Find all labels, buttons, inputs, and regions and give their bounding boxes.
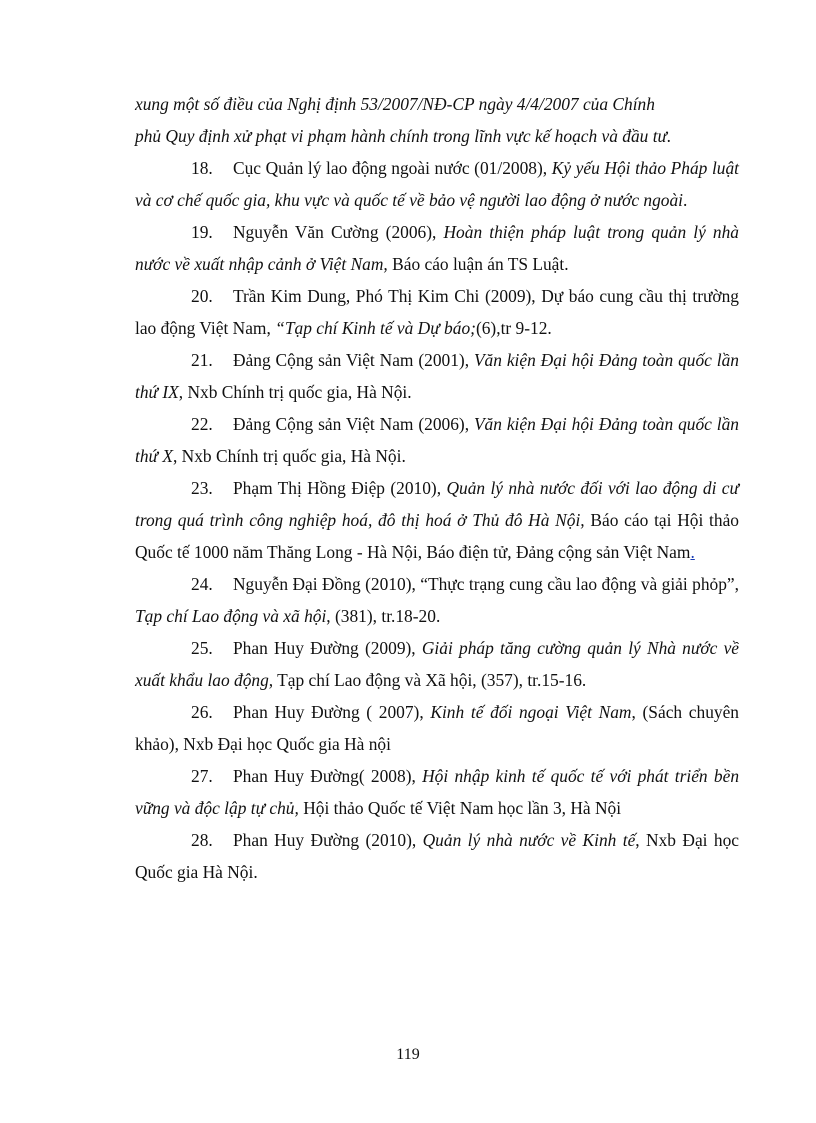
reference-number: 28.	[191, 830, 213, 850]
reference-number: 20.	[191, 286, 213, 306]
reference-text: Phạm Thị Hồng Điệp (2010),	[233, 478, 447, 498]
reference-link[interactable]: .	[690, 542, 695, 562]
reference-text: Đảng Cộng sản Việt Nam (2001),	[233, 350, 474, 370]
continuation-line-2: phủ Quy định xử phạt vi phạm hành chính trong lĩnh vực kế hoạch và đầu tư.	[135, 126, 672, 146]
reference-list	[135, 88, 739, 888]
reference-text: , (Sách chuyên khảo), Nxb Đại học Quốc gia Hà nội	[135, 702, 740, 754]
reference-text: Báo cáo luận án TS Luật.	[387, 254, 569, 274]
reference-text: Hội thảo Quốc tế Việt Nam học lần 3, Hà Nội	[298, 798, 622, 818]
reference-text: Trần Kim Dung, Phó Thị Kim Chi (2009), Dự báo cung cầu thị trường lao động Việt Nam,	[135, 286, 739, 338]
reference-title: Văn kiện Đại hội Đảng toàn quốc lần thứ X	[135, 414, 739, 466]
reference-title: Hoàn thiện pháp luật trong quản lý nhà nước về xuất nhập cảnh ở Việt Nam,	[135, 222, 739, 274]
reference-item	[135, 152, 739, 216]
reference-text: , (381), tr.18-20.	[326, 606, 441, 626]
reference-item	[135, 696, 739, 760]
reference-item	[135, 472, 739, 568]
reference-number: 24.	[191, 574, 213, 594]
reference-item	[135, 632, 739, 696]
reference-text: Đảng Cộng sản Việt Nam (2006),	[233, 414, 474, 434]
reference-item	[135, 216, 739, 280]
reference-number: 23.	[191, 478, 213, 498]
reference-item	[135, 408, 739, 472]
reference-title: Giải pháp tăng cường quản lý Nhà nước về xuất khẩu lao động,	[135, 638, 740, 690]
reference-item	[135, 760, 739, 824]
reference-number: 18.	[191, 158, 213, 178]
reference-title: Kinh tế đối ngoại Việt Nam	[430, 702, 632, 722]
reference-title: Văn kiện Đại hội Đảng toàn quốc lần thứ IX	[135, 350, 739, 402]
page-number: 119	[396, 1046, 420, 1063]
reference-title: Tạp chí Lao động và xã hội	[135, 606, 327, 626]
reference-text: Nguyễn Đại Đồng (2010), “Thực trạng cung cầu lao động và giải phỏp”,	[233, 574, 739, 594]
reference-text: (6),tr 9-12.	[475, 318, 552, 338]
reference-number: 22.	[191, 414, 213, 434]
reference-text: Phan Huy Đường ( 2007),	[233, 702, 431, 722]
reference-item	[135, 824, 739, 888]
reference-text: Báo cáo tại Hội thảo Quốc tế 1000 năm Thăng Long - Hà Nội, Báo điện tử, Đảng cộng sản Việt Nam	[135, 510, 739, 562]
reference-text: , Nxb Đại học Quốc gia Hà Nội.	[135, 830, 740, 882]
reference-text: Phan Huy Đường (2009),	[233, 638, 422, 658]
reference-text: Phan Huy Đường( 2008),	[233, 766, 423, 786]
reference-item	[135, 344, 739, 408]
reference-text: , Nxb Chính trị quốc gia, Hà Nội.	[178, 382, 412, 402]
reference-number: 25.	[191, 638, 213, 658]
continuation-text	[135, 88, 739, 152]
reference-text: Phan Huy Đường (2010),	[233, 830, 423, 850]
reference-title: “Tạp chí Kinh tế và Dự báo;	[275, 318, 476, 338]
reference-text: Cục Quản lý lao động ngoài nước (01/2008),	[233, 158, 552, 178]
reference-item	[135, 280, 739, 344]
reference-item	[135, 568, 739, 632]
reference-text: .	[683, 190, 688, 210]
reference-text: , Nxb Chính trị quốc gia, Hà Nội.	[172, 446, 406, 466]
reference-text: Tạp chí Lao động và Xã hội, (357), tr.15-16.	[273, 670, 587, 690]
reference-number: 27.	[191, 766, 213, 786]
reference-number: 19.	[191, 222, 213, 242]
reference-title: Hội nhập kinh tế quốc tế với phát triển bền vững và độc lập tự chủ,	[135, 766, 740, 818]
reference-title: Quản lý nhà nước về Kinh tế	[422, 830, 636, 850]
continuation-line-1: xung một số điều của Nghị định 53/2007/NĐ-CP ngày 4/4/2007 của Chính	[135, 94, 655, 114]
reference-number: 21.	[191, 350, 213, 370]
reference-number: 26.	[191, 702, 213, 722]
reference-title: Quản lý nhà nước đối với lao động di cư trong quá trình công nghiệp hoá, đô thị hoá ở Thủ đô Hà Nội,	[135, 478, 739, 530]
reference-text: Nguyễn Văn Cường (2006),	[233, 222, 444, 242]
reference-title: Kỷ yếu Hội thảo Pháp luật và cơ chế quốc gia, khu vực và quốc tế về bảo vệ người lao động ở nước ngoài	[135, 158, 740, 210]
